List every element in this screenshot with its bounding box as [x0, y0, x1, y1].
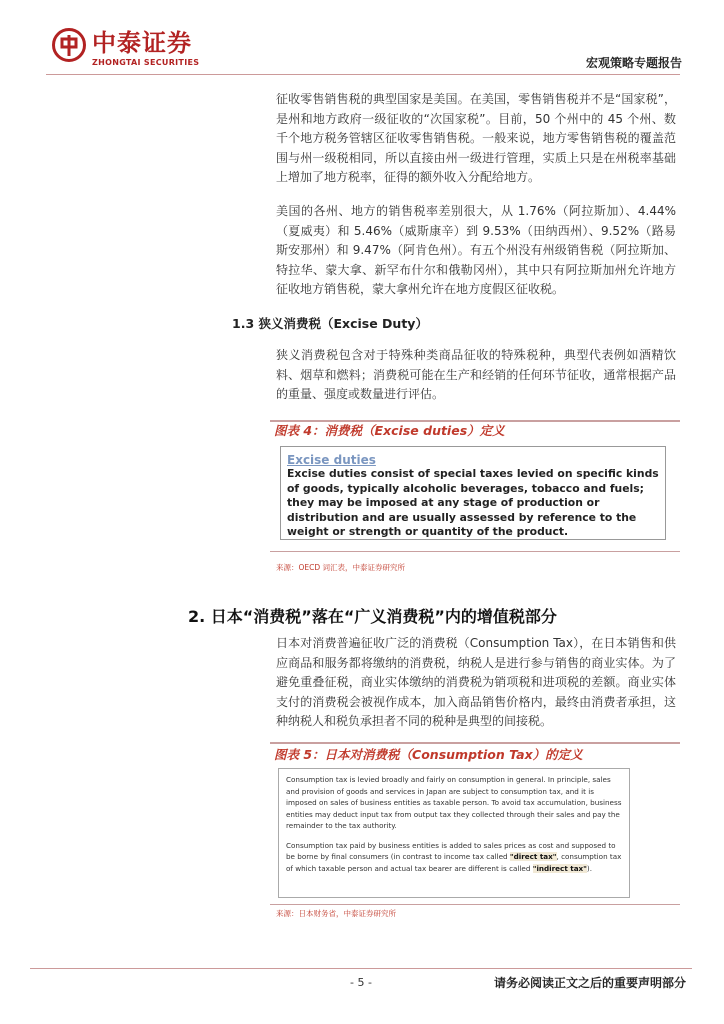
- figure-4-top-rule: [270, 420, 680, 422]
- page-number: - 5 -: [350, 976, 372, 989]
- figure-5-box: [278, 768, 630, 898]
- figure-5-para-2-part-c: ).: [586, 863, 593, 873]
- figure-5-source: 来源：日本财务省，中泰证券研究所: [276, 909, 396, 918]
- figure-5-top-rule: [270, 742, 680, 744]
- section-heading-2: 2. 日本“消费税”落在“广义消费税”内的增值税部分: [188, 607, 557, 626]
- figure-4-source: 来源：OECD 词汇表，中泰证券研究所: [276, 563, 406, 572]
- paragraph-us-retail-tax: 征收零售销售税的典型国家是美国。在美国，零售销售税并不是“国家税”，是州和地方政府一级征收的“次国家税”。目前，50 个州中的 45 个州、数千个地方税务管辖区征收零售销售税。一般来说，地方零售销售税的覆盖范围与州一级税相同，所以直接由州一级进行管理，实质上只是在州税率基础上增加了地方税率，征得的额外收入分配给地方。: [276, 92, 676, 184]
- figure-4-box: [280, 446, 666, 540]
- figure-5-para-2-part-a: Consumption tax paid by business entities is added to sales prices as cost and supposed to be borne by final consumers (in contrast to income tax called: [286, 840, 616, 861]
- figure-5-title: 图表 5：日本对消费税（Consumption Tax）的定义: [274, 747, 583, 762]
- highlight-indirect-tax: "indirect tax": [532, 863, 587, 873]
- paragraph-japan-consumption-tax: 日本对消费普遍征收广泛的消费税（Consumption Tax），在日本销售和供应商品和服务都将缴纳的消费税，纳税人是进行参与销售的商业实体。为了避免重叠征税，商业实体缴纳的消费税为销项税和进项税的差额。商业实体支付的消费税会被视作成本，加入商品销售价格内，最终由消费者承担，这种纳税人和税负承担者不同的税种是典型的间接税。: [276, 636, 676, 728]
- figure-4-title: 图表 4：消费税（Excise duties）定义: [274, 423, 505, 438]
- zhongtai-logo-icon: [52, 28, 86, 62]
- disclaimer-text: 请务必阅读正文之后的重要声明部分: [493, 976, 686, 990]
- company-name-cn: 中泰证券: [92, 29, 192, 57]
- figure-5-para-2-part-b: , consumption tax of which taxable person and actual tax bearer are different is called: [286, 852, 622, 873]
- paragraph-excise-duty: 狭义消费税包含对于特殊种类商品征收的特殊税种，典型代表例如酒精饮料、烟草和燃料；消费税可能在生产和经销的任何环节征收，通常根据产品的重量、强度或数量进行评估。: [276, 348, 676, 401]
- page-header: [0, 0, 724, 80]
- figure-4-box-text: Excise duties consist of special taxes levied on specific kinds of goods, typically alcoholic beverages, tobacco and fuels; they may be imposed at any stage of production or distribution and are usually assessed by reference to the weight or strength or quantity of the product.: [287, 467, 659, 539]
- company-name-en: ZHONGTAI SECURITIES: [92, 58, 200, 67]
- figure-4-box-title: Excise duties: [287, 453, 376, 467]
- highlight-direct-tax: "direct tax": [509, 852, 557, 861]
- footer-divider: [30, 968, 692, 969]
- header-divider: [46, 74, 680, 75]
- paragraph-us-tax-rates: 美国的各州、地方的销售税率差别很大，从 1.76%（阿拉斯加）、4.44%（夏威夷）和 5.46%（威斯康辛）到 9.53%（田纳西州）、9.52%（路易斯安那州）和 9.47%（阿肯色州）。有五个州没有州级销售税（阿拉斯加、特拉华、蒙大拿、新罕布什尔和俄勒冈州），其中只有阿拉斯加州允许地方征收地方销售税，蒙大拿州允许在地方度假区征收税。: [276, 204, 676, 296]
- section-heading-1-3: 1.3 狭义消费税（Excise Duty）: [232, 316, 428, 331]
- figure-5-para-2: [286, 840, 622, 875]
- figure-4-bottom-rule: [270, 551, 680, 552]
- figure-5-bottom-rule: [270, 904, 680, 905]
- report-type: 宏观策略专题报告: [585, 56, 682, 70]
- figure-5-para-1: Consumption tax is levied broadly and fairly on consumption in general. In principle, sales and provision of goods and services in Japan are subject to consumption tax, and it is imposed on sales of business entities as taxable person. To avoid tax accumulation, business entities may deduct input tax from output tax they collected through their sales and pay the remainder to the tax authority.: [286, 775, 622, 830]
